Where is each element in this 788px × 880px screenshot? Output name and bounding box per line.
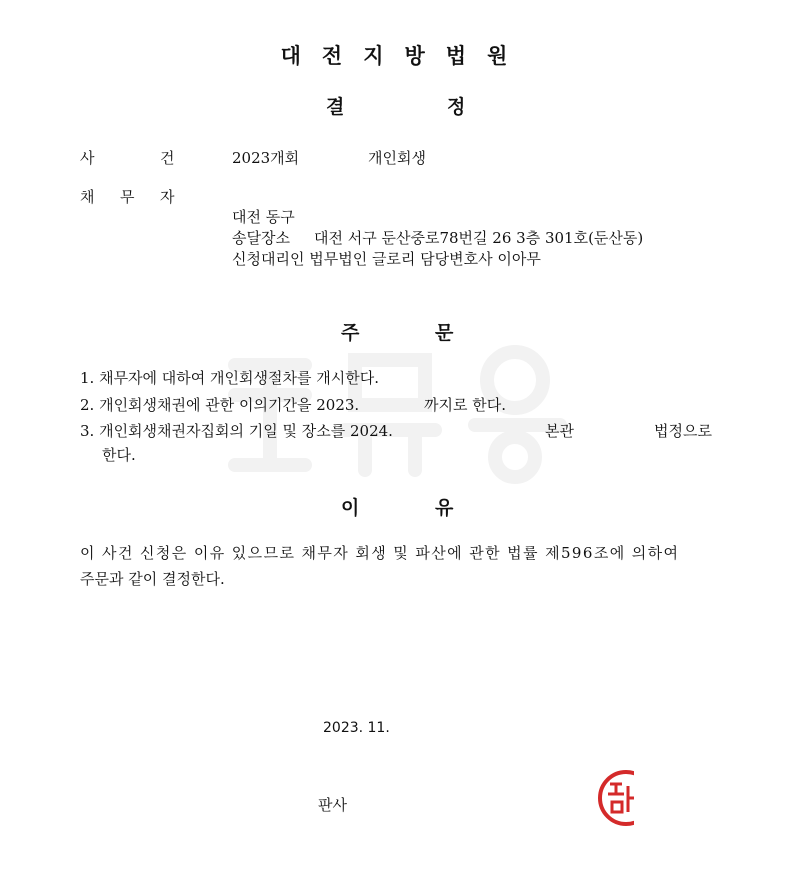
- doc-title-part1: 결: [326, 96, 345, 118]
- case-label-part1: 사: [80, 149, 95, 167]
- debtor-agent: 신청대리인 법무법인 글로리 담당변호사 이아무: [232, 250, 541, 268]
- reason-heading-part2: 유: [435, 497, 454, 519]
- order-heading-part2: 문: [435, 322, 454, 344]
- court-seal-icon: [592, 768, 634, 828]
- decision-date: 2023. 11.: [323, 720, 390, 736]
- debtor-address: 대전 동구: [232, 208, 295, 226]
- case-number: 2023개회: [232, 149, 300, 167]
- service-label: 송달장소: [232, 229, 290, 247]
- service-address: 대전 서구 둔산중로78번길 26 3층 301호(둔산동): [314, 229, 644, 247]
- order-heading-part1: 주: [341, 322, 360, 344]
- reason-line-1: 이 사건 신청은 이유 있으므로 채무자 회생 및 파산에 관한 법률 제596조에 의하여: [80, 544, 680, 562]
- order-item-3: 3. 개인회생채권자집회의 기일 및 장소를 2024.: [80, 422, 393, 440]
- order-item-3-place: 본관: [545, 422, 574, 440]
- case-type: 개인회생: [368, 149, 426, 167]
- case-label-part2: 건: [160, 149, 175, 167]
- reason-line-2: 주문과 같이 결정한다.: [80, 570, 225, 588]
- order-item-2-tail: 까지로 한다.: [424, 396, 506, 414]
- debtor-label-part1: 채: [80, 188, 95, 206]
- judge-label: 판사: [318, 796, 347, 814]
- order-item-3-court: 법정으로: [654, 422, 712, 440]
- debtor-label-part2: 무: [120, 188, 135, 206]
- court-name: 대전지방법원: [280, 44, 529, 68]
- doc-title-part2: 정: [447, 96, 466, 118]
- order-item-1: 1. 채무자에 대하여 개인회생절차를 개시한다.: [80, 369, 379, 387]
- order-item-2: 2. 개인회생채권에 관한 이의기간을 2023.: [80, 396, 360, 414]
- order-item-3-end: 한다.: [102, 446, 136, 464]
- reason-heading-part1: 이: [341, 497, 360, 519]
- debtor-label-part3: 자: [160, 188, 175, 206]
